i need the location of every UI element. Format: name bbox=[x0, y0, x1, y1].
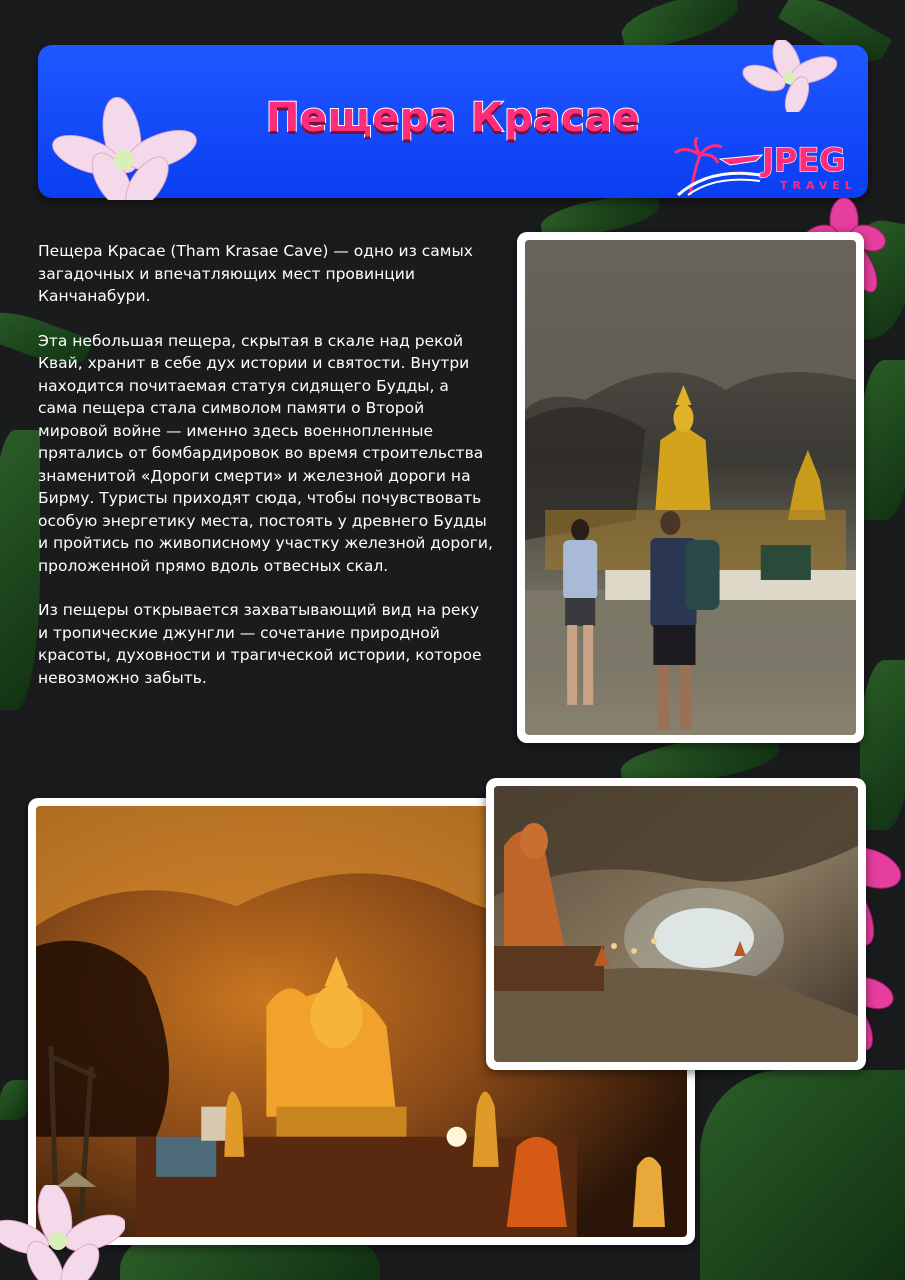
description-text bbox=[38, 240, 493, 711]
paragraph: Из пещеры открывается захватывающий вид на реку и тропические джунгли — сочетание природной красоты, духовности и трагической истории, которое невозможно забыть. bbox=[38, 601, 482, 687]
lily-flower-icon bbox=[52, 95, 197, 200]
cave-tourists-photo bbox=[517, 232, 864, 743]
lily-flower-icon bbox=[0, 1185, 125, 1280]
brand-name: JPEG bbox=[762, 141, 846, 179]
palm-plane-icon bbox=[670, 137, 765, 197]
page-title: Пещера Красае bbox=[265, 95, 641, 141]
brand-sub: TRAVEL bbox=[780, 179, 857, 192]
brand-logo bbox=[670, 137, 860, 197]
lily-flower-icon bbox=[742, 40, 837, 112]
paragraph: Эта небольшая пещера, скрытая в скале над рекой Квай, хранит в себе дух истории и святости. Внутри находится почитаемая статуя сидящего Будды, а сама пещера стала символом памяти о Второй мировой войне — именно здесь военнопленные прятались от бомбардировок во время строительства знаменитой «Дороги смерти» и железной дороги на Бирму. Туристы приходят сюда, чтобы почувствовать особую энергетику места, постоять у древнего Будды и пройтись по живописному участку железной дороги, проложенной прямо вдоль отвесных скал. bbox=[38, 331, 493, 575]
paragraph: Пещера Красае (Tham Krasae Cave) — одно из самых загадочных и впечатляющих мест провинции Канчанабури. bbox=[38, 242, 473, 305]
cave-passage-photo bbox=[486, 778, 866, 1070]
